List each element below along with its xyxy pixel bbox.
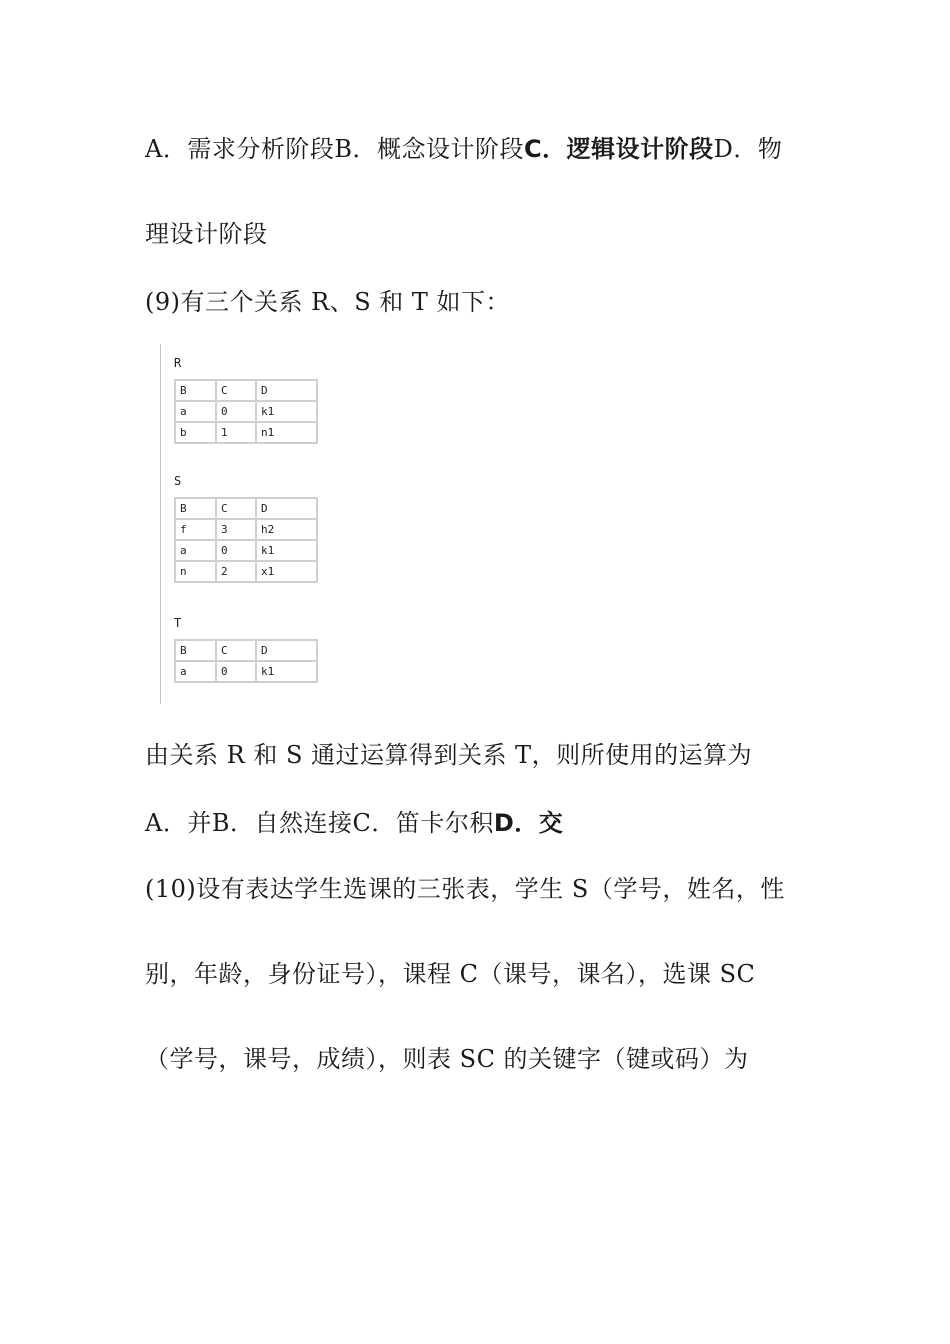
table-row (175, 561, 317, 582)
table-cell: a (175, 540, 216, 561)
table-cell: 0 (216, 401, 256, 422)
table-cell: 0 (216, 661, 256, 682)
table-cell: k1 (256, 661, 317, 682)
table-row (175, 661, 317, 682)
table-header-row (175, 380, 317, 401)
q8-option-a: A．需求分析阶段 (145, 135, 335, 163)
table-cell: 3 (216, 519, 256, 540)
q9-question: 由关系 R 和 S 通过运算得到关系 T，则所使用的运算为 (145, 741, 753, 769)
q9-option-a: A．并 (145, 809, 212, 837)
q9-option-c: C．笛卡尔积 (352, 809, 494, 837)
header-cell: B (175, 380, 216, 401)
relation-r-name: R (174, 356, 182, 370)
relation-r-table (174, 379, 318, 444)
q10-line-1: (10)设有表达学生选课的三张表，学生 S（学号，姓名，性 (145, 875, 785, 903)
table-cell: 2 (216, 561, 256, 582)
q9-options-line (145, 808, 563, 838)
table-cell: k1 (256, 540, 317, 561)
table-row (175, 540, 317, 561)
relations-figure (160, 344, 366, 704)
table-cell: b (175, 422, 216, 443)
header-cell: C (216, 380, 256, 401)
table-cell: 1 (216, 422, 256, 443)
q10-line-2: 别，年龄，身份证号），课程 C（课号，课名），选课 SC (145, 960, 756, 988)
table-cell: n (175, 561, 216, 582)
q8-option-d: D．物 (713, 135, 783, 163)
table-cell: k1 (256, 401, 317, 422)
q10-line-3: （学号，课号，成绩），则表 SC 的关键字（键或码）为 (145, 1045, 749, 1073)
table-row (175, 422, 317, 443)
q9-option-b: B．自然连接 (211, 809, 353, 837)
relation-t-table (174, 639, 318, 683)
relation-s-table (174, 497, 318, 583)
header-cell: C (216, 498, 256, 519)
header-cell: B (175, 640, 216, 661)
table-header-row (175, 640, 317, 661)
q8-option-c-answer: C．逻辑设计阶段 (523, 135, 714, 163)
table-cell: h2 (256, 519, 317, 540)
header-cell: D (256, 640, 317, 661)
table-cell: f (175, 519, 216, 540)
header-cell: B (175, 498, 216, 519)
header-cell: D (256, 380, 317, 401)
q9-option-d-answer: D．交 (493, 809, 564, 837)
table-row (175, 519, 317, 540)
table-cell: 0 (216, 540, 256, 561)
q8-options-line (145, 134, 782, 164)
table-cell: x1 (256, 561, 317, 582)
relation-t-name: T (174, 616, 182, 630)
table-cell: n1 (256, 422, 317, 443)
header-cell: C (216, 640, 256, 661)
relation-s-name: S (174, 474, 182, 488)
table-header-row (175, 498, 317, 519)
q9-stem: (9)有三个关系 R、S 和 T 如下： (145, 288, 511, 316)
q8-options-continuation: 理设计阶段 (145, 220, 268, 248)
table-row (175, 401, 317, 422)
header-cell: D (256, 498, 317, 519)
table-cell: a (175, 401, 216, 422)
table-cell: a (175, 661, 216, 682)
q8-option-b: B．概念设计阶段 (334, 135, 524, 163)
